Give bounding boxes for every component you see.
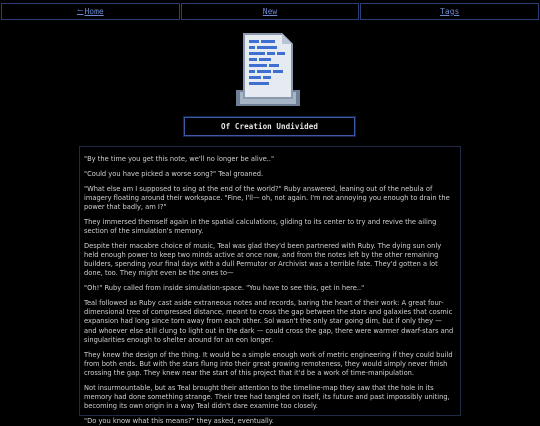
nav-new-link[interactable] — [181, 3, 360, 20]
arrow-left-icon: 🠀 — [76, 5, 84, 15]
nav-tags-link[interactable] — [360, 3, 539, 20]
story-paragraph: Despite their macabre choice of music, Teal was glad they'd been partnered with Ruby. The dying sun only held enough power to keep two minds active at once now, and from the notes left by the other remaining builders, spending your final days with a dull Permutor or Archivist was a terrible fate. They'd gotten a lot done, too. They might even be the ones to— — [84, 241, 442, 278]
story-text — [79, 146, 461, 426]
story-paragraph: "Do you know what this means?" they asked, eventually. — [84, 417, 274, 426]
story-paragraph: "What else am I supposed to sing at the end of the world?" Ruby answered, leaning out of the nebula of imagery floating around their workspace. "Fine, I'll— oh, not again. I'm not annoying you enough to drain the power that badly, am I?" — [84, 184, 450, 211]
story-paragraph: They immersed themself again in the spatial calculations, gliding to its center to try and revive the ailing section of the simulation's memory. — [84, 217, 437, 235]
story-paragraph: "Oh!" Ruby called from inside simulation-space. "You have to see this, get in here.." — [84, 284, 365, 293]
document-icon — [236, 32, 300, 108]
story-paragraph: Teal followed as Ruby cast aside extraneous notes and records, baring the heart of their work: A great four-dimensional tree of compressed distance, meant to cross the gap between the stars and galaxies that cosmic expansion had long since torn away from each other. Sol wasn't the only star going dim, but if only they — and whoever else still clung to light out in the dark — could cross the gap, there were warmer dwarf-stars and singularities enough to shelter around for an eon longer. — [84, 299, 454, 344]
page-title: Of Creation Undivided — [184, 117, 355, 136]
nav-new-label: New — [262, 7, 278, 16]
top-nav — [1, 3, 539, 20]
story-paragraph: They knew the design of the thing. It would be a simple enough work of metric engineering if they could build from both ends. But with the stars flung into their great growing remoteness, they would simply never finish crossing the gap. They knew near the start of this project that it'd be a work of time-manipulation. — [84, 350, 453, 378]
story-paragraph: Not insurmountable, but as Teal brought their attention to the timeline-map they saw that the hole in its memory had done something strange. Their tree had tangled on itself, its future and past impossibly uniting, becoming its own origin in a way Teal didn't dare examine too closely. — [84, 383, 450, 411]
nav-home-link[interactable] — [1, 3, 180, 20]
story-paragraph: "By the time you get this note, we'll no longer be alive.." — [84, 155, 275, 163]
nav-tags-label: Tags — [440, 7, 460, 16]
nav-home-label: Home — [84, 7, 104, 16]
story-paragraph: "Could you have picked a worse song?" Teal groaned. — [84, 169, 264, 178]
